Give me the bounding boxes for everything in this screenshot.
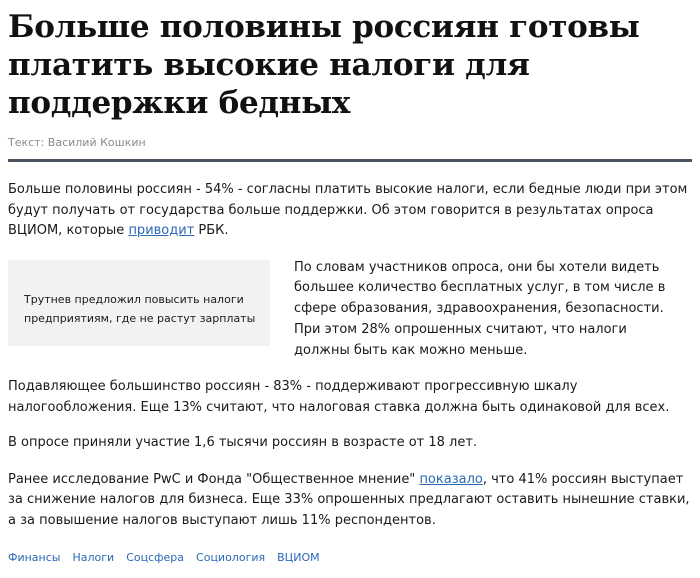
paragraph-services: По словам участников опроса, они бы хотели видеть большее количество бесплатных услуг, в том числе в сфере образования, здравоохранения, безопасности. При этом 28% опрошенных считают, что налоги должны быть как можно меньше.: [294, 259, 666, 358]
paragraph-intro-tail: РБК.: [194, 223, 229, 238]
article-byline: Текст: Василий Кошкин: [8, 136, 146, 149]
paragraph-pwc-study: [8, 470, 692, 532]
related-article-box[interactable]: Трутнев предложил повысить налоги предприятиям, где не растут зарплаты: [8, 260, 270, 346]
source-link-rbc[interactable]: приводит: [128, 223, 195, 238]
paragraph-intro-text: Больше половины россиян - 54% - согласны платить высокие налоги, если бедные люди при этом будут получать от государства больше поддержки. Об этом говорится в результатах опроса ВЦИОМ, которые: [8, 182, 688, 238]
source-link-pwc[interactable]: показало: [419, 471, 483, 487]
paragraph-pwc-text: Ранее исследование PwC и Фонда "Общественное мнение": [8, 471, 420, 487]
paragraph-pwc-tail: , что 41% россиян выступает за снижение налогов для бизнеса. Еще 33% опрошенных предлагают оставить нынешние ставки, а за повышение налогов выступают лишь 11% респондентов.: [8, 471, 690, 528]
tag-finance[interactable]: Финансы: [8, 551, 61, 565]
article: [8, 0, 692, 565]
paragraph-progressive-tax: Подавляющее большинство россиян - 83% - поддерживают прогрессивную шкалу налогообложения. Еще 13% считают, что налоговая ставка должна быть одинаковой для всех.: [8, 379, 670, 415]
tag-vciom[interactable]: ВЦИОМ: [277, 551, 320, 565]
article-title: Больше половины россиян готовы платить высокие налоги для поддержки бедных: [8, 9, 640, 121]
tag-social-sphere[interactable]: Соцсфера: [126, 551, 185, 565]
content-row: [8, 258, 692, 362]
tag-sociology[interactable]: Социология: [196, 551, 266, 565]
paragraph-survey-size: В опросе приняли участие 1,6 тысячи россиян в возрасте от 18 лет.: [8, 435, 478, 451]
tag-list: [8, 551, 692, 565]
tag-taxes[interactable]: Налоги: [72, 551, 115, 565]
paragraph-intro: [8, 180, 692, 242]
title-divider: [8, 159, 692, 162]
